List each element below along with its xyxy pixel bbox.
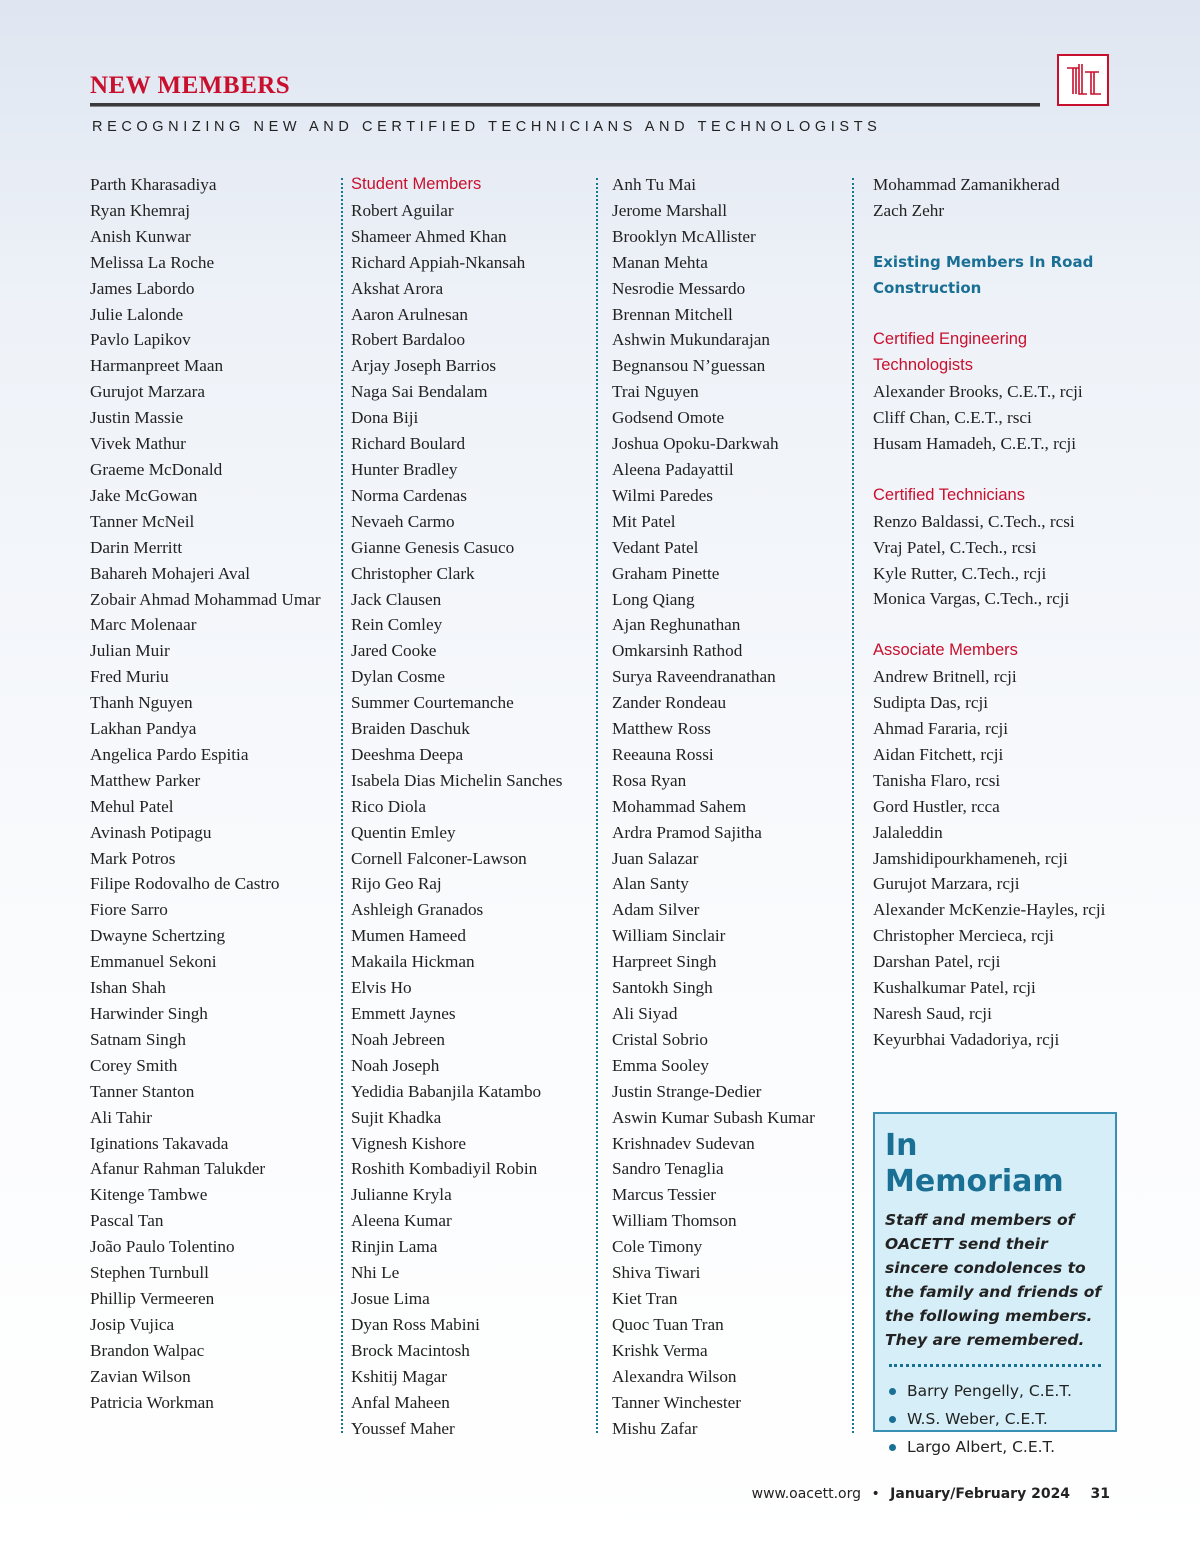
- associate-member-name: Kushalkumar Patel, rcji: [873, 978, 1036, 998]
- member-name: Joshua Opoku-Darkwah: [612, 434, 779, 454]
- associate-member-name: Sudipta Das, rcji: [873, 693, 989, 713]
- student-member-name: Makaila Hickman: [351, 952, 475, 972]
- student-member-name: Emmett Jaynes: [351, 1004, 456, 1023]
- member-name: Tanner Stanton: [90, 1081, 195, 1101]
- member-name: Manan Mehta: [612, 252, 708, 272]
- member-name: Zach Zehr: [873, 200, 945, 220]
- member-name: Justin Massie: [90, 408, 184, 428]
- student-member-name: Summer Courtemanche: [351, 693, 514, 713]
- memoriam-list: [885, 1377, 1105, 1461]
- associate-member-name: Christopher Mercieca, rcji: [873, 926, 1054, 946]
- student-member-name: Anfal Maheen: [351, 1392, 450, 1412]
- student-member-name: Noah Joseph: [351, 1055, 440, 1075]
- associate-member-name: Tanisha Flaro, rcsi: [873, 770, 1001, 790]
- member-name: Filipe Rodovalho de Castro: [90, 874, 280, 894]
- student-member-name: Youssef Maher: [351, 1418, 455, 1438]
- member-name: Ali Siyad: [612, 1004, 678, 1023]
- member-name: Cole Timony: [612, 1237, 703, 1257]
- student-member-name: Arjay Joseph Barrios: [351, 356, 497, 376]
- ctech-member-name: Kyle Rutter, C.Tech., rcji: [873, 563, 1047, 583]
- member-name: Kitenge Tambwe: [90, 1185, 208, 1205]
- member-name: João Paulo Tolentino: [90, 1237, 235, 1257]
- memoriam-text: Staff and members of OACETT send their sincere condolences to the family and friends of the following members. They are remembered.: [885, 1211, 1102, 1349]
- member-name: Brandon Walpac: [90, 1340, 205, 1360]
- member-name: Brennan Mitchell: [612, 304, 733, 324]
- issue-date: January/February 2024: [890, 1486, 1071, 1502]
- student-member-name: Roshith Kombadiyil Robin: [351, 1159, 538, 1179]
- website-link[interactable]: www.oacett.org: [751, 1486, 861, 1502]
- member-name: Mehul Patel: [90, 796, 174, 816]
- name-column-4: [873, 172, 1123, 1053]
- column-divider: [341, 178, 343, 1433]
- member-name: Ryan Khemraj: [90, 200, 191, 220]
- member-name: Anish Kunwar: [90, 226, 191, 246]
- member-name: Sandro Tenaglia: [612, 1159, 724, 1179]
- member-name: Omkarsinh Rathod: [612, 641, 743, 661]
- member-name: Graeme McDonald: [90, 459, 223, 479]
- road-construction-heading: Construction: [873, 278, 982, 297]
- member-name: Melissa La Roche: [90, 252, 215, 272]
- member-name: Marc Molenaar: [90, 615, 197, 635]
- member-name: Cristal Sobrio: [612, 1029, 708, 1049]
- member-name: Fiore Sarro: [90, 900, 168, 920]
- member-name: Godsend Omote: [612, 408, 725, 428]
- associate-members-heading: Associate Members: [873, 641, 1018, 660]
- member-name: Ardra Pramod Sajitha: [612, 822, 762, 842]
- member-name: Juan Salazar: [612, 848, 699, 868]
- associate-member-name: Alexander McKenzie-Hayles, rcji: [873, 900, 1106, 920]
- student-member-name: Jack Clausen: [351, 589, 442, 609]
- student-member-name: Akshat Arora: [351, 278, 444, 298]
- student-member-name: Kshitij Magar: [351, 1366, 447, 1386]
- member-name: Surya Raveendranathan: [612, 667, 776, 687]
- member-name: Quoc Tuan Tran: [612, 1314, 724, 1334]
- ctech-member-name: Monica Vargas, C.Tech., rcji: [873, 589, 1070, 609]
- member-name: Shiva Tiwari: [612, 1263, 701, 1283]
- page-title: NEW MEMBERS: [90, 72, 291, 99]
- member-name: Anh Tu Mai: [612, 175, 697, 194]
- cet-member-name: Husam Hamadeh, C.E.T., rcji: [873, 434, 1077, 454]
- member-name: Brooklyn McAllister: [612, 226, 756, 246]
- member-name: Parth Kharasadiya: [90, 175, 217, 194]
- member-name: Marcus Tessier: [612, 1185, 716, 1205]
- student-member-name: Deeshma Deepa: [351, 744, 464, 764]
- memoriam-title: In Memoriam: [885, 1128, 1064, 1199]
- student-member-name: Shameer Ahmed Khan: [351, 226, 507, 246]
- ctech-heading: Certified Technicians: [873, 485, 1025, 504]
- member-name: Ali Tahir: [90, 1107, 152, 1127]
- member-name: Jerome Marshall: [612, 200, 728, 220]
- page-subtitle: RECOGNIZING NEW AND CERTIFIED TECHNICIANS AND TECHNOLOGISTS: [92, 119, 882, 135]
- member-name: Corey Smith: [90, 1055, 178, 1075]
- member-name: Stephen Turnbull: [90, 1263, 209, 1283]
- member-name: Mark Potros: [90, 848, 176, 868]
- member-name: Zander Rondeau: [612, 693, 727, 713]
- student-member-name: Julianne Kryla: [351, 1185, 452, 1205]
- footer-separator: •: [871, 1486, 880, 1502]
- member-name: Mohammad Sahem: [612, 796, 747, 816]
- student-member-name: Sujit Khadka: [351, 1107, 442, 1127]
- member-name: Angelica Pardo Espitia: [90, 744, 249, 764]
- student-member-name: Mumen Hameed: [351, 926, 467, 946]
- member-name: Ashwin Mukundarajan: [612, 330, 771, 350]
- member-name: Iginations Takavada: [90, 1133, 229, 1153]
- member-name: Harwinder Singh: [90, 1004, 208, 1023]
- member-name: Mohammad Zamanikherad: [873, 175, 1060, 194]
- member-name: Gurujot Marzara: [90, 382, 206, 402]
- member-name: Santokh Singh: [612, 978, 713, 998]
- member-name: Dwayne Schertzing: [90, 926, 226, 946]
- cet-heading: Technologists: [873, 356, 973, 375]
- member-name: Emmanuel Sekoni: [90, 952, 217, 972]
- member-name: Harpreet Singh: [612, 952, 717, 972]
- member-name: Patricia Workman: [90, 1392, 214, 1412]
- member-name: Satnam Singh: [90, 1029, 186, 1049]
- student-member-name: Vignesh Kishore: [351, 1133, 466, 1153]
- associate-member-name: Naresh Saud, rcji: [873, 1003, 992, 1023]
- student-member-name: Richard Boulard: [351, 434, 466, 454]
- student-member-name: Brock Macintosh: [351, 1340, 470, 1360]
- member-name: Phillip Vermeeren: [90, 1288, 215, 1308]
- member-name: Aleena Padayattil: [612, 459, 734, 479]
- member-name: Zavian Wilson: [90, 1366, 191, 1386]
- student-member-name: Braiden Daschuk: [351, 719, 470, 739]
- member-name: Nesrodie Messardo: [612, 278, 746, 298]
- member-name: Tanner McNeil: [90, 511, 195, 531]
- member-name: Vedant Patel: [612, 537, 699, 557]
- student-member-name: Hunter Bradley: [351, 459, 458, 479]
- student-member-name: Robert Aguilar: [351, 200, 454, 220]
- associate-member-name: Ahmad Fararia, rcji: [873, 718, 1009, 738]
- associate-member-name: Jamshidipourkhameneh, rcji: [873, 848, 1068, 868]
- associate-member-name: Aidan Fitchett, rcji: [873, 744, 1004, 764]
- student-member-name: Robert Bardaloo: [351, 330, 466, 350]
- member-name: Krishnadev Sudevan: [612, 1133, 755, 1153]
- column-divider: [596, 178, 598, 1433]
- student-member-name: Elvis Ho: [351, 978, 412, 998]
- student-member-name: Aaron Arulnesan: [351, 304, 468, 324]
- student-member-name: Ashleigh Granados: [351, 900, 484, 920]
- associate-member-name: Gurujot Marzara, rcji: [873, 874, 1020, 894]
- column-divider: [852, 178, 854, 1433]
- member-name: Trai Nguyen: [612, 382, 699, 402]
- student-member-name: Naga Sai Bendalam: [351, 382, 488, 402]
- student-member-name: Nevaeh Carmo: [351, 511, 455, 531]
- ottt-logo-icon: [1057, 54, 1109, 106]
- member-name: Ajan Reghunathan: [612, 615, 741, 635]
- member-name: Mit Patel: [612, 511, 676, 531]
- member-name: Lakhan Pandya: [90, 719, 197, 739]
- student-member-name: Dyan Ross Mabini: [351, 1314, 480, 1334]
- member-name: Aswin Kumar Subash Kumar: [612, 1107, 815, 1127]
- member-name: Thanh Nguyen: [90, 693, 193, 713]
- name-column-2: [351, 172, 591, 1441]
- ctech-member-name: Renzo Baldassi, C.Tech., rcsi: [873, 511, 1075, 531]
- member-name: Alexandra Wilson: [612, 1366, 737, 1386]
- member-name: Begnansou N’guessan: [612, 356, 766, 376]
- student-member-name: Josue Lima: [351, 1288, 430, 1308]
- student-member-name: Dona Biji: [351, 408, 419, 428]
- member-name: Zobair Ahmad Mohammad Umar: [90, 589, 321, 609]
- member-name: Long Qiang: [612, 589, 695, 609]
- member-name: Avinash Potipagu: [90, 822, 212, 842]
- member-name: Alan Santy: [612, 874, 689, 894]
- memoriam-name: W.S. Weber, C.E.T.: [885, 1405, 1105, 1433]
- student-member-name: Rijo Geo Raj: [351, 874, 442, 894]
- associate-member-name: Jalaleddin: [873, 822, 943, 842]
- member-name: Bahareh Mohajeri Aval: [90, 563, 251, 583]
- member-name: Adam Silver: [612, 900, 700, 920]
- student-member-name: Rinjin Lama: [351, 1237, 438, 1257]
- member-name: Justin Strange-Dedier: [612, 1081, 762, 1101]
- cet-member-name: Cliff Chan, C.E.T., rsci: [873, 408, 1032, 428]
- member-name: Harmanpreet Maan: [90, 356, 224, 376]
- member-name: Pavlo Lapikov: [90, 330, 191, 350]
- student-member-name: Aleena Kumar: [351, 1211, 452, 1231]
- member-name: William Sinclair: [612, 926, 726, 946]
- member-name: Julie Lalonde: [90, 304, 184, 324]
- student-member-name: Gianne Genesis Casuco: [351, 537, 515, 557]
- student-member-name: Jared Cooke: [351, 641, 437, 661]
- associate-member-name: Andrew Britnell, rcji: [873, 667, 1017, 687]
- member-name: Tanner Winchester: [612, 1392, 742, 1412]
- memoriam-name: Largo Albert, C.E.T.: [885, 1433, 1105, 1461]
- page-number: 31: [1090, 1486, 1110, 1502]
- member-name: Jake McGowan: [90, 485, 198, 505]
- member-name: Wilmi Paredes: [612, 485, 713, 505]
- name-column-3: [612, 172, 848, 1441]
- member-name: Rosa Ryan: [612, 770, 687, 790]
- road-construction-heading: Existing Members In Road: [873, 252, 1094, 271]
- member-name: James Labordo: [90, 278, 195, 298]
- student-member-name: Richard Appiah-Nkansah: [351, 252, 526, 272]
- associate-member-name: Keyurbhai Vadadoriya, rcji: [873, 1029, 1060, 1049]
- member-name: Josip Vujica: [90, 1314, 175, 1334]
- student-member-name: Quentin Emley: [351, 822, 456, 842]
- member-name: Vivek Mathur: [90, 434, 186, 454]
- header-rule: [90, 103, 1040, 107]
- student-member-name: Noah Jebreen: [351, 1029, 446, 1049]
- student-member-name: Rico Diola: [351, 796, 426, 816]
- cet-member-name: Alexander Brooks, C.E.T., rcji: [873, 382, 1083, 402]
- member-name: Pascal Tan: [90, 1211, 164, 1231]
- member-name: Matthew Parker: [90, 770, 201, 790]
- student-members-heading: Student Members: [351, 175, 482, 193]
- member-name: Julian Muir: [90, 641, 170, 661]
- member-name: Krishk Verma: [612, 1340, 708, 1360]
- member-name: Afanur Rahman Talukder: [90, 1159, 266, 1179]
- student-member-name: Yedidia Babanjila Katambo: [351, 1081, 542, 1101]
- member-name: Kiet Tran: [612, 1288, 678, 1308]
- student-member-name: Norma Cardenas: [351, 485, 467, 505]
- page-footer: [752, 1486, 1110, 1502]
- member-name: Emma Sooley: [612, 1055, 709, 1075]
- member-name: Darin Merritt: [90, 537, 183, 557]
- member-name: Ishan Shah: [90, 978, 166, 998]
- member-name: Matthew Ross: [612, 719, 711, 739]
- member-name: Reeauna Rossi: [612, 744, 714, 764]
- member-name: Graham Pinette: [612, 563, 720, 583]
- associate-member-name: Darshan Patel, rcji: [873, 952, 1001, 972]
- associate-member-name: Gord Hustler, rcca: [873, 796, 1000, 816]
- member-name: Fred Muriu: [90, 667, 169, 687]
- student-member-name: Dylan Cosme: [351, 667, 446, 687]
- in-memoriam-box: [873, 1112, 1117, 1456]
- member-name: William Thomson: [612, 1211, 737, 1231]
- name-column-1: [90, 172, 336, 1416]
- student-member-name: Cornell Falconer-Lawson: [351, 848, 527, 868]
- student-member-name: Christopher Clark: [351, 563, 475, 583]
- dotted-divider: [889, 1364, 1101, 1367]
- student-member-name: Nhi Le: [351, 1263, 400, 1283]
- member-name: Mishu Zafar: [612, 1418, 698, 1438]
- cet-heading: Certified Engineering: [873, 330, 1028, 349]
- student-member-name: Isabela Dias Michelin Sanches: [351, 770, 563, 790]
- memoriam-name: Barry Pengelly, C.E.T.: [885, 1377, 1105, 1405]
- ctech-member-name: Vraj Patel, C.Tech., rcsi: [873, 537, 1037, 557]
- student-member-name: Rein Comley: [351, 615, 443, 635]
